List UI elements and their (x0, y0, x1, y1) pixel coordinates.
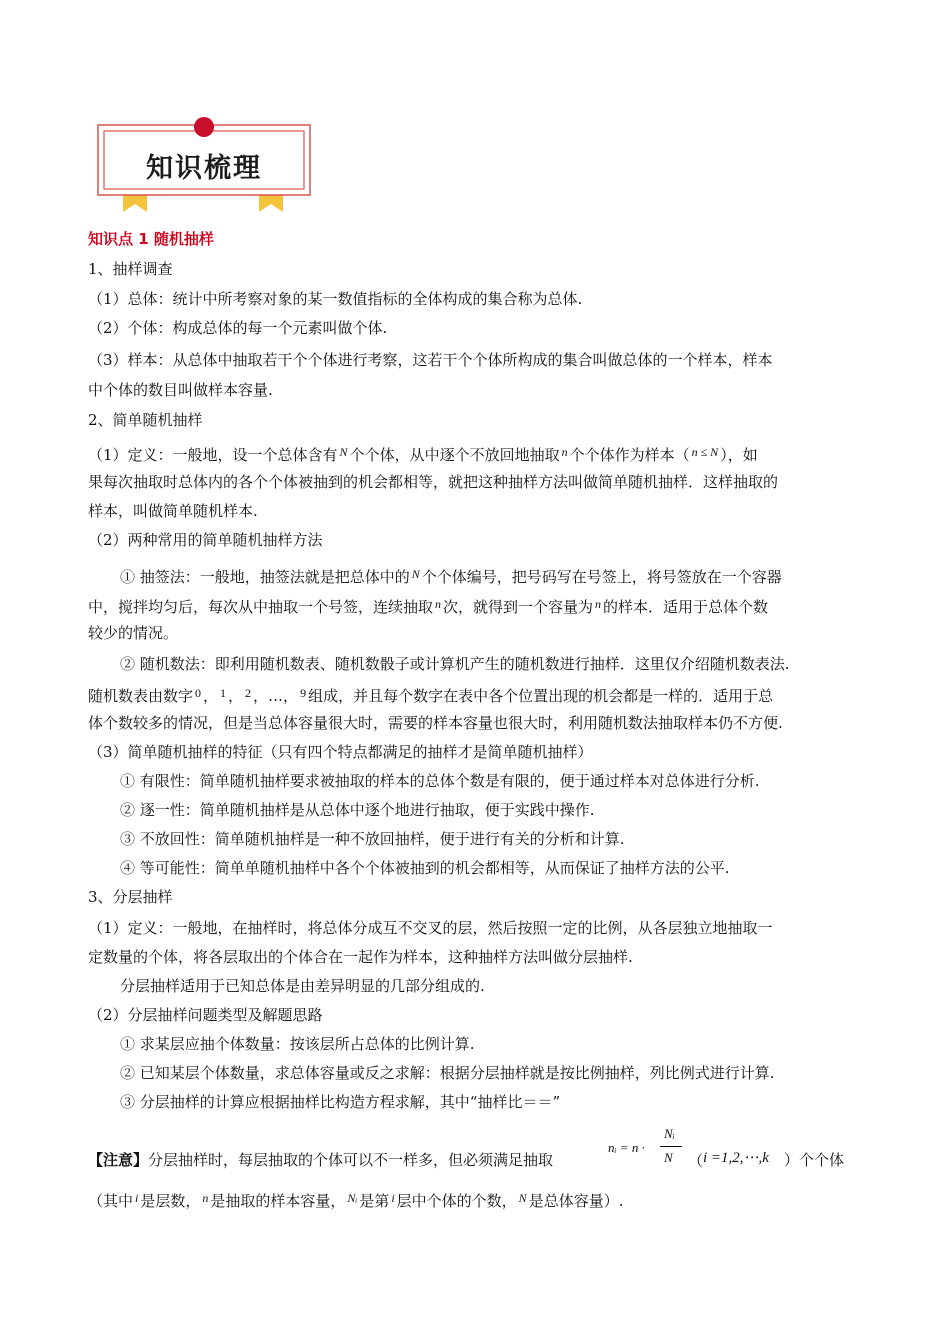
line-11-a: ① 抽签法：一般地，抽签法就是把总体中的 (120, 568, 410, 586)
line-29: ③ 分层抽样的计算应根据抽样比构造方程求解，其中“抽样比＝＝” (120, 1093, 561, 1111)
formula-fraction-bar (660, 1146, 682, 1147)
line-7 (88, 442, 758, 465)
math-N: N (411, 567, 420, 581)
line-31-c: 是抽取的样本容量， (210, 1192, 346, 1210)
line-31-b: 是层数， (140, 1192, 201, 1210)
line-31-f: 是总体容量）. (528, 1192, 624, 1210)
line-13: 较少的情况。 (88, 624, 179, 642)
line-8: 果每次抽取时总体内的各个个体被抽到的机会都相等，就把这种抽样方法叫做简单随机抽样．这样抽取的 (88, 473, 779, 491)
line-28: ② 已知某层个体数量，求总体容量或反之求解：根据分层抽样就是按比例抽样，列比例式进行计算. (120, 1064, 775, 1082)
line-20: ③ 不放回性：简单随机抽样是一种不放回抽样，便于进行有关的分析和计算. (120, 830, 625, 848)
digit-9: 9 (300, 686, 307, 700)
line-7-a: （1）定义：一般地，设一个总体含有 (88, 446, 338, 464)
math-N: N (518, 1191, 527, 1205)
formula-paren-open: （ (688, 1152, 704, 1170)
math-i: i (391, 1191, 395, 1205)
line-16: 体个数较多的情况，但是当总体容量很大时，需要的样本容量也很大时，利用随机数法抽取样本仍不方便. (88, 714, 783, 732)
line-14: ② 随机数法：即利用随机数表、随机数骰子或计算机产生的随机数进行抽样．这里仅介绍随机数表法. (120, 655, 790, 673)
line-30-d: ）个个体 (784, 1151, 845, 1169)
line-6: 2、简单随机抽样 (88, 411, 203, 429)
line-5: 中个体的数目叫做样本容量. (88, 381, 273, 399)
math-Ni: Nᵢ (347, 1191, 358, 1205)
line-25: 分层抽样适用于已知总体是由差异明显的几部分组成的. (120, 977, 485, 995)
formula-numerator: Nᵢ (664, 1126, 675, 1141)
formula-ni: nᵢ = n · (608, 1140, 645, 1155)
line-9: 样本，叫做简单随机样本. (88, 502, 258, 520)
math-n: n (595, 597, 602, 611)
section-banner (97, 116, 311, 212)
line-3: （2）个体：构成总体的每一个元素叫做个体. (88, 319, 388, 337)
line-7-d: ），如 (720, 446, 758, 464)
line-2: （1）总体：统计中所考察对象的某一数值指标的全体构成的集合称为总体. (88, 290, 583, 308)
math-n: n (435, 597, 442, 611)
line-23: （1）定义：一般地，在抽样时，将总体分成互不交叉的层，然后按照一定的比例，从各层独立地抽取一 (88, 919, 773, 937)
line-19: ② 逐一性：简单随机抽样是从总体中逐个地进行抽取，便于实践中操作. (120, 801, 595, 819)
line-21: ④ 等可能性：简单单随机抽样中各个个体被抽到的机会都相等，从而保证了抽样方法的公平. (120, 859, 730, 877)
stratified-formula (608, 1126, 784, 1180)
line-22: 3、分层抽样 (88, 888, 173, 906)
line-31-d: 是第 (359, 1192, 390, 1210)
math-N: N (339, 445, 348, 459)
line-15 (88, 683, 773, 706)
digit-2: 2 (245, 686, 252, 700)
line-26: （2）分层抽样问题类型及解题思路 (88, 1006, 323, 1024)
digit-0: 0 (195, 686, 202, 700)
line-11-b: 个个体编号，把号码写在号签上，将号签放在一个容器 (421, 568, 782, 586)
line-12 (88, 594, 768, 617)
line-12-a: 中，搅拌均匀后，每次从中抽取一个号签，连续抽取 (88, 598, 434, 616)
line-17: （3）简单随机抽样的特征（只有四个特点都满足的抽样才是简单随机抽样） (88, 743, 593, 761)
line-18: ① 有限性：简单随机抽样要求被抽取的样本的总体个数是有限的，便于通过样本对总体进行分析. (120, 772, 760, 790)
line-7-b: 个个体，从中逐个不放回地抽取 (349, 446, 560, 464)
section-heading: 知识点 1 随机抽样 (88, 230, 214, 248)
line-12-b: 次，就得到一个容量为 (443, 598, 594, 616)
line-4: （3）样本：从总体中抽取若干个个体进行考察，这若干个个体所构成的集合叫做总体的一个样本，样本 (88, 351, 773, 369)
line-30-b: 分层抽样时，每层抽取的个体可以不一样多，但必须满足抽取 (148, 1151, 554, 1169)
digit-1: 1 (220, 686, 227, 700)
line-15-b: 组成，并且每个数字在表中各个位置出现的机会都是一样的．适用于总 (308, 687, 774, 705)
line-15-a: 随机数表由数字 (88, 687, 194, 705)
line-31-e: 层中个体的个数， (396, 1192, 517, 1210)
line-31 (88, 1188, 623, 1211)
line-1: 1、抽样调查 (88, 260, 173, 278)
line-11 (120, 564, 782, 587)
line-31-a: （其中 (88, 1192, 134, 1210)
banner-title: 知识梳理 (146, 153, 262, 184)
line-7-c: 个个体作为样本（ (569, 446, 690, 464)
banner-dot (194, 117, 214, 137)
line-12-c: 的样本．适用于总体个数 (603, 598, 769, 616)
line-27: ① 求某层应抽个体数量：按该层所占总体的比例计算. (120, 1035, 475, 1053)
formula-range: i =1,2,⋯,k (703, 1150, 769, 1166)
line-30 (88, 1150, 553, 1170)
line-24: 定数量的个体，将各层取出的个体合在一起作为样本，这种抽样方法叫做分层抽样. (88, 948, 633, 966)
math-n: n (561, 445, 568, 459)
digit-ellipsis: ，…， (253, 687, 299, 705)
math-i: i (135, 1191, 139, 1205)
math-n-le-N: n ≤ N (691, 445, 719, 459)
formula-denominator: N (664, 1150, 673, 1165)
math-n: n (202, 1191, 209, 1205)
note-label: 【注意】 (88, 1151, 149, 1169)
digit-sep: ， (228, 687, 244, 705)
line-10: （2）两种常用的简单随机抽样方法 (88, 531, 323, 549)
digit-sep: ， (203, 687, 219, 705)
